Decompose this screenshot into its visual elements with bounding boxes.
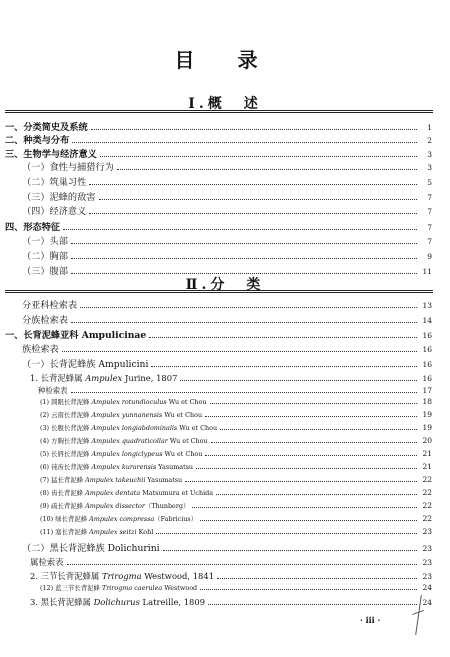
toc-entry-title	[22, 189, 96, 203]
toc-entry-title	[40, 527, 153, 536]
toc-entry-page: 7	[427, 193, 432, 202]
toc-entry-text: （四）经济意义	[22, 206, 87, 217]
toc-entry-page: 1	[427, 123, 432, 132]
dot-leader	[99, 199, 418, 200]
toc-entry-text: 1. 长背泥蜂属	[30, 373, 83, 383]
toc-entry-author: （Thunberg）	[144, 502, 190, 510]
toc-entry-page: 13	[422, 301, 432, 310]
toc-entry[interactable]	[22, 263, 432, 277]
dot-leader	[80, 307, 417, 308]
dot-leader	[71, 243, 417, 244]
toc-entry-title	[22, 248, 68, 262]
dot-leader	[71, 258, 417, 259]
toc-entry-text: 一、分类简史及系统	[5, 122, 88, 133]
toc-entry[interactable]	[40, 423, 432, 433]
dot-leader	[217, 578, 417, 579]
toc-entry-title	[40, 583, 197, 592]
toc-entry-page: 19	[422, 410, 432, 419]
toc-entry-text: 属检索表	[30, 557, 64, 567]
dot-leader	[211, 442, 417, 443]
page-number: · iii ·	[360, 615, 381, 625]
toc-entry-title	[22, 297, 77, 311]
toc-entry[interactable]	[40, 527, 432, 537]
dot-leader	[72, 142, 417, 143]
toc-entry-author: Wu et Chou	[167, 437, 208, 445]
toc-entry-title	[40, 488, 213, 497]
toc-entry[interactable]	[40, 501, 432, 511]
toc-entry-text: （二）筑巢习性	[22, 177, 87, 188]
toc-entry-text: （一）长背泥蜂族 Ampulicini	[22, 359, 149, 370]
toc-entry-author: Matsumura et Uchida	[140, 489, 214, 497]
dot-leader	[185, 481, 417, 482]
toc-entry[interactable]	[40, 436, 432, 446]
toc-entry-text: （二）黑长背泥蜂族 Dolichurini	[22, 543, 160, 554]
toc-entry-text: （一）头部	[22, 236, 68, 247]
toc-entry-text: (5) 长唇长背泥蜂	[40, 450, 90, 458]
toc-entry-text: 种检索表	[38, 386, 68, 395]
toc-entry-text: (4) 方胸长背泥蜂	[40, 437, 90, 445]
toc-entry-title	[30, 570, 214, 582]
toc-entry-text: (1) 圆眼长背泥蜂	[40, 398, 90, 406]
dot-leader	[151, 366, 417, 367]
toc-entry-page: 23	[422, 558, 432, 567]
toc-entry-page: 23	[422, 572, 432, 581]
toc-entry-title	[40, 475, 182, 484]
toc-entry-text: (7) 猛长背泥蜂	[40, 476, 84, 484]
toc-entry-text: (6) 钝齿长背泥蜂	[40, 463, 90, 471]
dot-leader	[196, 468, 417, 469]
toc-entry[interactable]	[40, 583, 432, 593]
toc-entry[interactable]	[38, 385, 432, 396]
dot-leader	[200, 520, 417, 521]
toc-entry-author: Yasumatsu	[145, 476, 183, 484]
toc-entry[interactable]	[40, 514, 432, 524]
toc-entry-page: 5	[427, 178, 432, 187]
part-heading-taxonomy: Ⅱ.分 类	[185, 277, 265, 293]
toc-entry-text: （二）胸部	[22, 251, 68, 262]
toc-entry[interactable]	[5, 146, 432, 160]
toc-entry-title	[30, 556, 64, 568]
toc-entry-latin-name: Ampulex rotundioculus	[91, 398, 167, 406]
toc-entry-author: Wu et Chou	[177, 424, 218, 432]
dot-leader	[91, 129, 417, 130]
toc-entry-latin-name: Ampulex longiabdominalis	[91, 424, 178, 432]
toc-entry-title	[30, 372, 177, 384]
toc-entry[interactable]	[5, 327, 432, 341]
dot-leader	[149, 337, 417, 338]
toc-entry-title	[40, 397, 207, 406]
toc-entry-page: 19	[422, 423, 432, 432]
toc-entry-page: 24	[422, 583, 432, 592]
toc-entry-latin-name: Ampulex takeuchii	[85, 476, 146, 484]
toc-entry[interactable]	[22, 312, 432, 326]
dot-leader	[208, 604, 417, 605]
toc-entry[interactable]	[22, 540, 432, 554]
toc-entry-text: 三、生物学与经济意义	[5, 149, 97, 160]
toc-entry-title	[40, 410, 202, 419]
toc-entry-title	[5, 146, 97, 160]
toc-entry[interactable]	[40, 462, 432, 472]
toc-entry-text: (3) 长腹长背泥蜂	[40, 424, 90, 432]
toc-entry[interactable]	[22, 189, 432, 203]
dot-leader	[71, 273, 417, 274]
toc-entry-text: 分族检索表	[22, 315, 68, 326]
toc-entry-page: 24	[422, 598, 432, 607]
toc-entry-page: 23	[422, 527, 432, 536]
toc-entry-title	[40, 501, 189, 510]
toc-entry-text: (2) 云南长背泥蜂	[40, 411, 90, 419]
toc-entry[interactable]	[40, 488, 432, 498]
page-title: 目 录	[174, 48, 276, 72]
toc-entry-title	[40, 436, 208, 445]
dot-leader	[210, 403, 418, 404]
toc-entry-page: 17	[422, 386, 432, 395]
toc-entry-text: (8) 齿长背泥蜂	[40, 489, 84, 497]
rule-top-thin	[5, 112, 433, 113]
toc-entry-page: 16	[422, 345, 432, 354]
toc-entry[interactable]	[5, 219, 432, 233]
toc-entry[interactable]	[22, 341, 432, 355]
toc-entry-latin-name: Ampulex quadraticollar	[91, 437, 168, 445]
toc-entry-title	[40, 462, 193, 471]
toc-entry-page: 22	[422, 475, 432, 484]
toc-entry-text: 分亚科检索表	[22, 300, 78, 311]
toc-entry-page: 2	[427, 136, 432, 145]
toc-entry-page: 16	[422, 331, 432, 340]
toc-entry-latin-name: Trirogma caerulea	[101, 584, 163, 592]
toc-entry[interactable]	[22, 297, 432, 311]
dot-leader	[180, 380, 417, 381]
dot-leader	[71, 322, 417, 323]
toc-entry-text: (9) 疏长背泥蜂	[40, 502, 84, 510]
toc-entry-title	[22, 356, 148, 370]
dot-leader	[192, 507, 417, 508]
toc-entry-text: （一）食性与捕猎行为	[22, 162, 114, 173]
toc-entry-page: 3	[427, 150, 432, 159]
dot-leader	[220, 429, 417, 430]
toc-entry-title	[22, 263, 68, 277]
toc-entry[interactable]	[40, 475, 432, 485]
toc-entry[interactable]	[22, 159, 432, 173]
toc-entry-title	[40, 449, 202, 458]
dot-leader	[62, 351, 417, 352]
toc-entry-latin-name: Ampulex dentata	[85, 489, 141, 497]
toc-entry-title	[40, 514, 197, 523]
toc-entry-page: 7	[427, 223, 432, 232]
dot-leader	[156, 533, 417, 534]
toc-entry-title	[5, 132, 69, 146]
toc-entry-text: (12) 蓝三节长背泥蜂	[40, 584, 100, 592]
toc-entry[interactable]	[30, 570, 432, 582]
dot-leader	[71, 392, 417, 393]
toc-entry-author: Wu et Chou	[166, 398, 207, 406]
toc-entry-text: 二、种类与分布	[5, 135, 70, 146]
toc-entry-title	[22, 203, 86, 217]
dot-leader	[89, 213, 417, 214]
toc-entry-latin-name: Ampulex dissector	[85, 502, 145, 510]
toc-entry-title	[40, 423, 217, 432]
dot-leader	[63, 229, 417, 230]
dot-leader	[205, 455, 417, 456]
toc-entry-title	[22, 341, 59, 355]
toc-entry-title	[22, 233, 68, 247]
toc-entry-text: （三）腹部	[22, 266, 68, 277]
dot-leader	[216, 494, 417, 495]
toc-entry[interactable]	[30, 372, 432, 384]
toc-entry[interactable]	[40, 449, 432, 459]
toc-entry[interactable]	[30, 556, 432, 568]
toc-entry-title	[22, 312, 68, 326]
toc-entry-title	[22, 159, 114, 173]
toc-entry-author: Jurine, 1807	[122, 373, 178, 383]
toc-entry-latin-name: Ampulex	[85, 373, 123, 383]
toc-entry-author: （Fabricius）	[154, 515, 198, 523]
toc-entry-text: 族检索表	[22, 344, 59, 355]
toc-entry-title	[5, 119, 88, 133]
toc-entry-author: Wu et Chou	[162, 450, 203, 458]
dot-leader	[100, 156, 417, 157]
toc-entry-title	[22, 174, 86, 188]
toc-entry-author: Wu et Chou	[162, 411, 203, 419]
toc-entry-title	[5, 327, 146, 341]
toc-entry-page: 20	[422, 436, 432, 445]
toc-entry-page: 22	[422, 488, 432, 497]
dot-leader	[163, 550, 417, 551]
toc-entry-text: (10) 绿长背泥蜂	[40, 515, 88, 523]
toc-entry-page: 9	[427, 252, 432, 261]
toc-entry-text: 3. 黑长背泥蜂属	[30, 597, 91, 607]
toc-entry[interactable]	[5, 132, 432, 146]
toc-entry-text: 一、长背泥蜂亚科 Ampulicinae	[5, 330, 147, 341]
toc-entry-title	[22, 540, 160, 554]
toc-entry[interactable]	[22, 248, 432, 262]
toc-entry[interactable]	[40, 397, 432, 407]
toc-entry-latin-name: Ampulex longiclypeus	[91, 450, 163, 458]
toc-entry[interactable]	[22, 356, 432, 370]
toc-entry-text: （三）泥蜂的敌害	[22, 192, 96, 203]
toc-entry-page: 7	[427, 237, 432, 246]
toc-entry-author: Westwood	[162, 584, 198, 592]
dot-leader	[67, 564, 418, 565]
toc-entry-latin-name: Ampulex kurarensis	[91, 463, 157, 471]
toc-entry-page: 22	[422, 514, 432, 523]
toc-entry-latin-name: Ampulex seitzi	[89, 528, 137, 536]
toc-entry-author: Latreille, 1809	[139, 597, 206, 607]
rule-mid-thin	[5, 292, 433, 293]
toc-entry-title	[30, 596, 205, 608]
toc-entry-page: 16	[422, 360, 432, 369]
toc-entry-page: 23	[422, 544, 432, 553]
toc-entry-latin-name: Ampulex compressa	[89, 515, 155, 523]
toc-entry-author: Kohl	[136, 528, 154, 536]
toc-entry-latin-name: Dolichurus	[93, 597, 140, 607]
toc-entry[interactable]	[22, 233, 432, 247]
toc-entry[interactable]	[40, 410, 432, 420]
toc-entry-page: 3	[427, 163, 432, 172]
toc-entry-text: (11) 塞长背泥蜂	[40, 528, 88, 536]
dot-leader	[205, 416, 417, 417]
toc-entry-text: 2. 三节长背泥蜂属	[30, 571, 100, 581]
part-heading-overview: I.概 述	[188, 96, 262, 112]
toc-entry-page: 21	[422, 462, 432, 471]
toc-entry[interactable]	[5, 119, 432, 133]
toc-entry-page: 11	[422, 267, 432, 276]
toc-entry-page: 22	[422, 501, 432, 510]
toc-entry-author: Yasumatsu	[156, 463, 194, 471]
toc-entry-text: 四、形态特征	[5, 222, 61, 233]
toc-entry-title	[5, 219, 60, 233]
toc-entry[interactable]	[22, 203, 432, 217]
dot-leader	[89, 184, 417, 185]
toc-entry-latin-name: Trirogma	[101, 571, 142, 581]
toc-entry-page: 16	[422, 374, 432, 383]
toc-entry-latin-name: Ampulex yunnanensis	[91, 411, 163, 419]
toc-entry-page: 18	[422, 397, 432, 406]
toc-entry-title	[38, 385, 68, 396]
toc-entry-page: 14	[422, 316, 432, 325]
toc-entry-page: 7	[427, 207, 432, 216]
dot-leader	[200, 589, 417, 590]
toc-entry-author: Westwood, 1841	[141, 571, 215, 581]
dot-leader	[117, 169, 417, 170]
toc-entry[interactable]	[30, 596, 432, 608]
toc-entry-page: 21	[422, 449, 432, 458]
toc-entry[interactable]	[22, 174, 432, 188]
